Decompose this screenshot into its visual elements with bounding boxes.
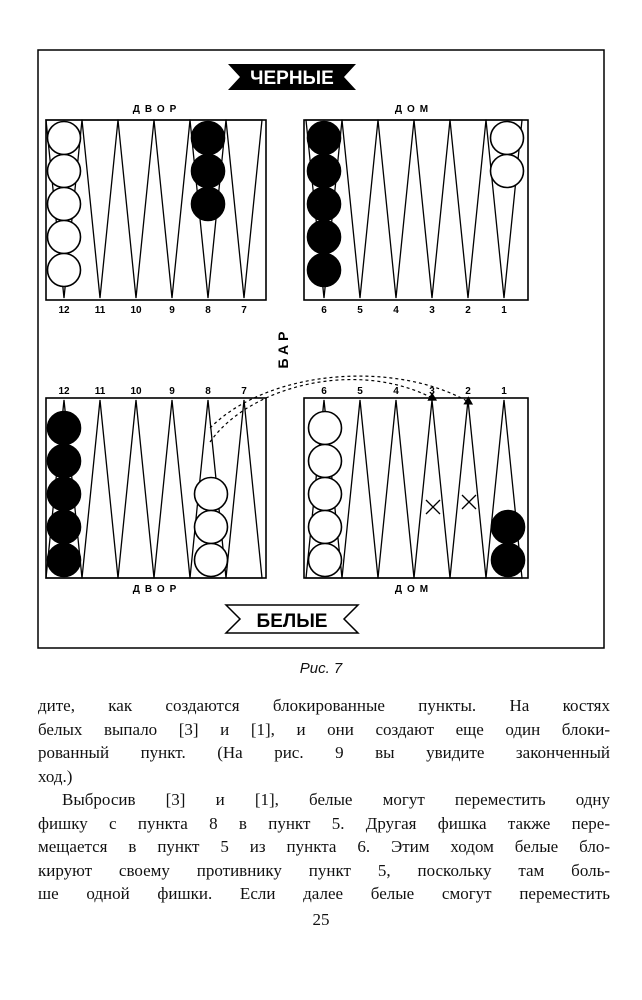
black-checker [308,221,341,254]
white-checker [309,511,342,544]
white-checker [195,478,228,511]
white-checker [195,511,228,544]
black-checker [192,155,225,188]
black-checker [192,188,225,221]
text-line: рованный пункт. (На рис. 9 вы увидите законченный [38,743,610,762]
checker-stack-top-8 [192,122,225,221]
white-banner-label: БЕЛЫЕ [256,611,328,632]
top-right-section-label: ДОМ [394,104,434,115]
figure-caption: Рис. 7 [299,660,343,677]
black-banner-label: ЧЕРНЫЕ [250,68,334,89]
page-number: 25 [312,910,330,929]
text-line: фишку с пункта 8 в пункт 5. Другая фишка также пере- [38,813,610,833]
point-number: 9 [169,386,175,397]
point-number: 9 [169,305,175,316]
top-right-point-numbers [321,305,507,316]
text-line: Выбросив [3] и [1], белые могут переместить одну [62,790,610,809]
point-number: 7 [241,305,247,316]
point-triangle [154,120,190,298]
point-triangle [154,400,190,578]
point-triangle [414,400,450,578]
black-checker [492,511,525,544]
white-checker [48,155,81,188]
point-number: 11 [94,305,106,316]
white-checker [309,478,342,511]
bottom-left-point-numbers [58,386,247,397]
point-number: 4 [393,305,399,316]
black-checker [48,445,81,478]
point-number: 3 [429,386,435,397]
black-checker [492,544,525,577]
point-number: 3 [429,305,435,316]
point-triangle [342,400,378,578]
white-checker [48,254,81,287]
point-number: 12 [58,305,70,316]
black-checker [48,511,81,544]
checker-stack-bottom-1 [492,511,525,577]
point-triangle [118,120,154,298]
point-number: 5 [357,386,363,397]
top-left-section-label: ДВОР [132,104,182,115]
white-checker [491,155,524,188]
point-triangle [342,120,378,298]
point-triangle [378,120,414,298]
black-checker [308,188,341,221]
point-triangle [226,400,262,578]
point-number: 7 [241,386,247,397]
point-number: 8 [205,386,211,397]
black-checker [308,155,341,188]
point-number: 6 [321,386,327,397]
black-checker [48,412,81,445]
black-checker [48,544,81,577]
white-checker [195,544,228,577]
black-checker [308,122,341,155]
point-number: 10 [130,386,142,397]
point-triangle [226,120,262,298]
white-checker [48,188,81,221]
point-triangle [118,400,154,578]
checker-stack-bottom-6 [309,412,342,577]
x-mark-point-2 [462,495,476,509]
black-checker [192,122,225,155]
point-number: 4 [393,386,399,397]
text-line: белых выпало [3] и [1], и они создают еще один блоки- [38,719,610,739]
text-line: ход.) [38,766,73,786]
white-checker [48,221,81,254]
point-triangle [82,120,118,298]
point-number: 1 [501,305,507,316]
white-checker [309,544,342,577]
point-triangle [378,400,414,578]
top-left-point-numbers [58,305,247,316]
bottom-right-section-label: ДОМ [394,584,434,595]
checker-stack-top-6 [308,122,341,287]
white-checker [491,122,524,155]
x-mark-point-3 [426,500,440,514]
point-number: 1 [501,386,507,397]
point-triangle [450,400,486,578]
white-checker [48,122,81,155]
point-number: 2 [465,386,471,397]
checker-stack-top-12 [48,122,81,287]
bottom-left-section-label: ДВОР [132,584,182,595]
black-checker [48,478,81,511]
point-number: 10 [130,305,142,316]
white-checker [309,445,342,478]
checker-stack-bottom-12 [48,412,81,577]
point-number: 12 [58,386,70,397]
checker-stack-bottom-8 [195,478,228,577]
text-line: ше одной фишки. Если далее белые смогут переместить [38,884,610,903]
white-checker [309,412,342,445]
black-checker [308,254,341,287]
point-number: 5 [357,305,363,316]
text-line: мещается в пункт 5 из пункта 6. Этим ходом белые бло- [38,837,610,856]
bar-label: БАР [275,327,291,369]
point-number: 6 [321,305,327,316]
bottom-right-point-numbers [321,386,507,397]
text-line: кируют своему противнику пункт 5, поскольку там боль- [38,860,610,880]
body-text [38,694,610,906]
point-number: 2 [465,305,471,316]
point-number: 11 [94,386,106,397]
text-line: дите, как создаются блокированные пункты. На костях [38,696,610,715]
point-triangle [450,120,486,298]
point-triangle [414,120,450,298]
point-triangle [82,400,118,578]
point-number: 8 [205,305,211,316]
